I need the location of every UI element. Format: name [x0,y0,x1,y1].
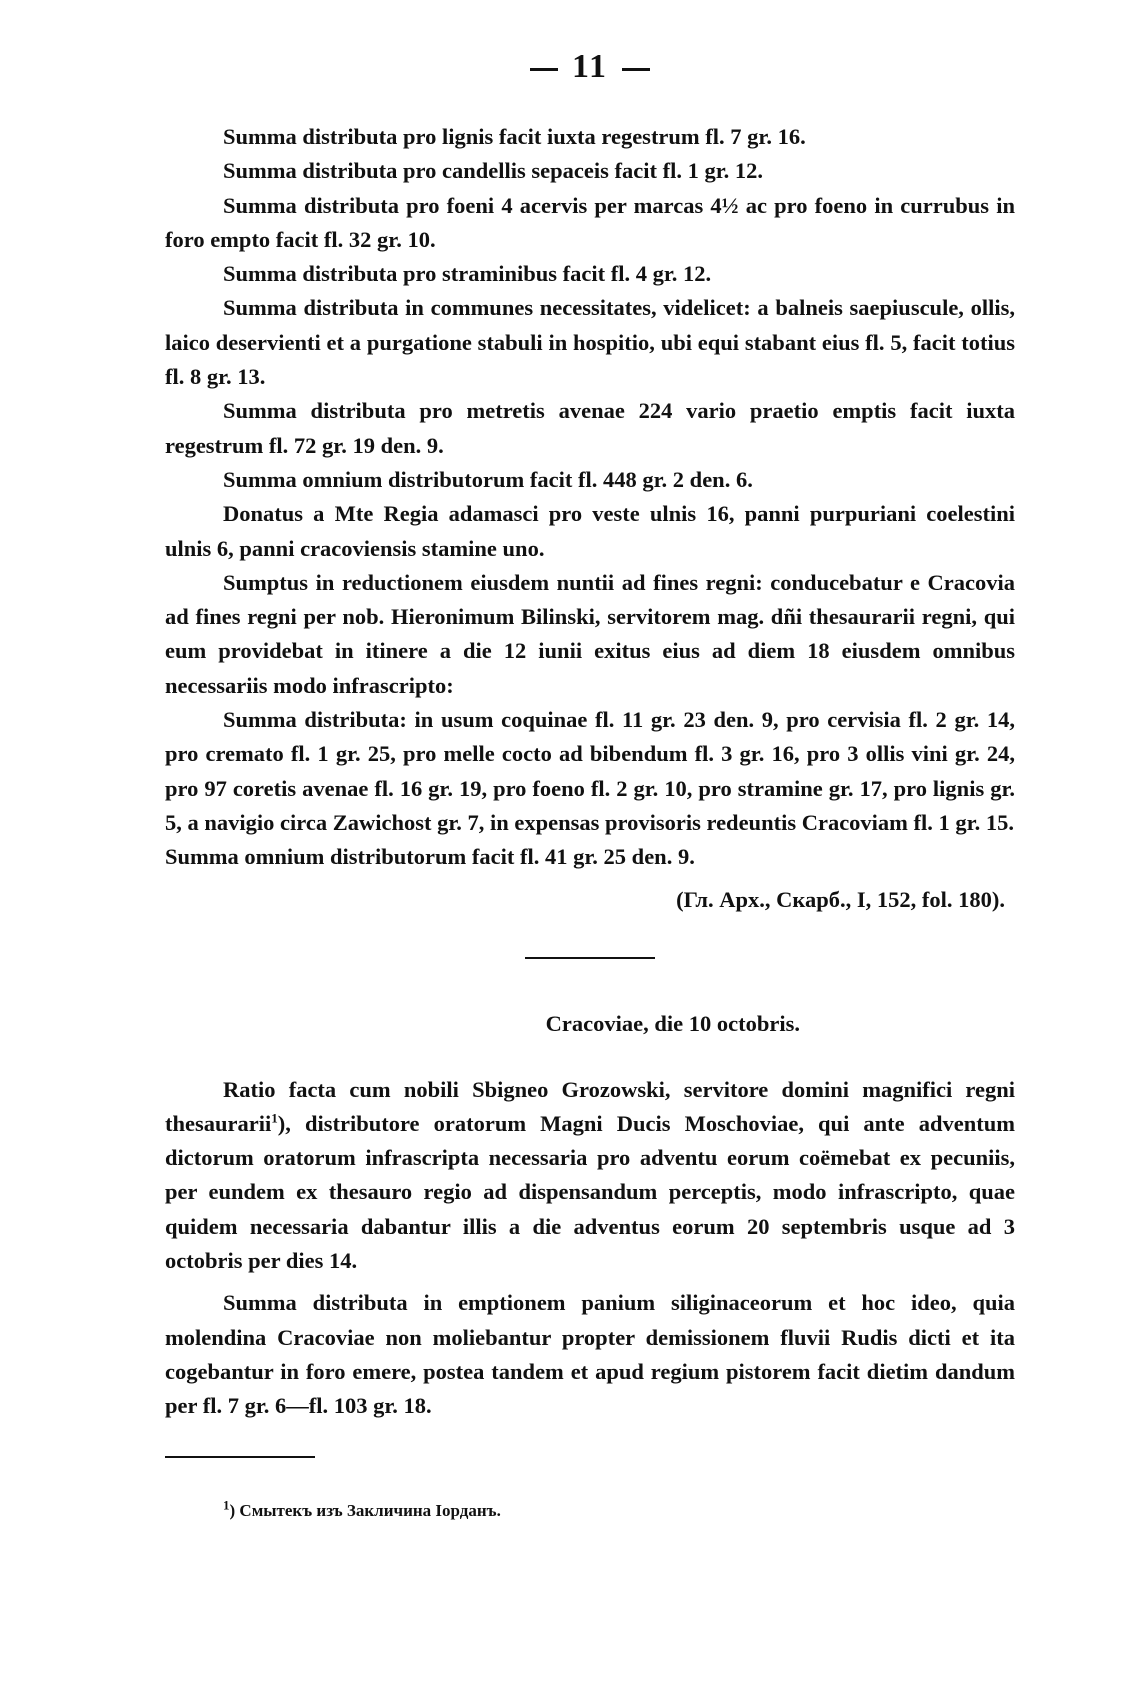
paragraph-straminibus: Summa distributa pro straminibus facit fl. 4 gr. 12. [223,261,712,287]
paragraph-necessitates: Summa distributa in communes necessitates, videlicet: a balneis saepiuscule, ollis, laico deservienti et a purgatione stabuli in hospitio, ubi equi stabant eius fl. 5, facit totius fl. 8 gr. 13. [165,295,1015,390]
footnote-text: ) Смытекъ изъ Закличина Іорданъ. [229,1500,501,1520]
footnote [223,1498,1015,1524]
paragraph-donatus: Donatus a Mte Regia adamasci pro veste ulnis 16, panni purpuriani coelestini ulnis 6, panni cracoviensis stamine uno. [165,501,1015,561]
paragraph-ratio [165,1073,1015,1279]
document-page [165,50,1015,1524]
paragraph-foeni: Summa distributa pro foeni 4 acervis per marcas 4½ ac pro foeno in currubus in foro empto facit fl. 32 gr. 10. [165,192,1015,252]
page-number-dash-right [622,68,650,71]
paragraph-candellis: Summa distributa pro candellis sepaceis facit fl. 1 gr. 12. [223,158,764,184]
section-divider [525,957,655,959]
paragraph-avenae: Summa distributa pro metretis avenae 224 vario praetio emptis facit iuxta regestrum fl. 72 gr. 19 den. 9. [165,398,1015,458]
footnote-mark: 1 [223,1496,230,1512]
paragraph-panium: Summa distributa in emptionem panium siliginaceorum et hoc ideo, quia molendina Cracoviae non moliebantur propter demissionem fluvii Rudis dicti et ita cogebantur in foro emere, postea tandem et apud regium pistorem facit dietim dandum per fl. 7 gr. 6—fl. 103 gr. 18. [165,1290,1015,1419]
paragraph-total: Summa omnium distributorum facit fl. 41 gr. 25 den. 9. [165,844,695,870]
page-number-dash-left [530,68,558,71]
paragraph-ratio-start: Ratio facta cum nobili Sbigneo Grozowski, servitore domini magnifici regni thesaurarii [165,1076,1015,1136]
footnote-reference[interactable]: 1 [271,1110,278,1126]
paragraph-summa-omnium: Summa omnium distributorum facit fl. 448 gr. 2 den. 6. [223,466,753,492]
paragraph-ratio-end: ), distributore oratorum Magni Ducis Moschoviae, qui ante adventum dictorum oratorum infrascripta necessaria pro adventu eorum coëmebat ex pecuniis, per eundem ex thesauro regio ad dispensandum perceptis, modo infrascripto, quae quidem necessaria dabantur illis a die adventus eorum 20 septembris usque ad 3 octobris per dies 14. [165,1110,1015,1274]
paragraph-summa-coquinae: Summa distributa: in usum coquinae fl. 11 gr. 23 den. 9, pro cervisia fl. 2 gr. 14, pro cremato fl. 1 gr. 25, pro melle cocto ad bibendum fl. 3 gr. 16, pro 3 ollis vini gr. 24, pro 97 coretis avenae fl. 16 gr. 19, pro foeno fl. 2 gr. 10, pro stramine gr. 17, pro lignis gr. 5, a navigio circa Zawichost gr. 7, in expensas provisoris redeuntis Cracoviam fl. 1 gr. 15. [165,707,1015,835]
footnote-divider [165,1456,315,1458]
date-heading: Cracoviae, die 10 octobris. [545,1010,800,1036]
archive-citation: (Гл. Арх., Скарб., I, 152, fol. 180). [676,886,1005,912]
page-number-header [165,50,1015,84]
paragraph-sumptus: Sumptus in reductionem eiusdem nuntii ad fines regni: conducebatur e Cracovia ad fines regni per nob. Hieronimum Bilinski, servitorem mag. dñi thesaurarii regni, qui eum providebat in itinere a die 12 iunii exitus eius ad diem 18 eiusdem omnibus necessariis modo infrascripto: [165,569,1015,698]
paragraph-lignis: Summa distributa pro lignis facit iuxta regestrum fl. 7 gr. 16. [223,124,806,149]
page-number: 11 [571,48,609,85]
